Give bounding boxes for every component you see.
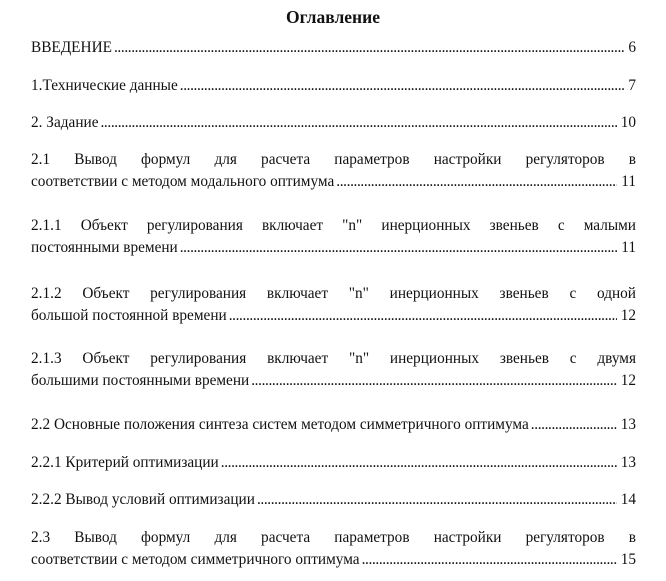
toc-entry[interactable] bbox=[31, 348, 636, 392]
leader-dots bbox=[229, 305, 617, 327]
leader-dots bbox=[531, 414, 617, 436]
toc-page-number: 11 bbox=[621, 173, 636, 190]
toc-entry[interactable] bbox=[31, 37, 636, 59]
toc-page-number: 13 bbox=[620, 416, 636, 433]
leader-dots bbox=[257, 489, 617, 511]
toc-entry[interactable] bbox=[31, 452, 636, 474]
toc-entry-text: большой постоянной времени bbox=[31, 307, 227, 324]
toc-page-number: 10 bbox=[620, 114, 636, 131]
toc-page-number: 14 bbox=[620, 491, 636, 508]
toc-page-number: 13 bbox=[620, 454, 636, 471]
toc-entry[interactable] bbox=[31, 215, 636, 259]
leader-dots bbox=[114, 37, 624, 59]
toc-entry-text: соответствии с методом модального оптимума bbox=[31, 173, 335, 190]
toc-entry-text: соответствии с методом симметричного оптимума bbox=[31, 551, 360, 568]
toc-page-number: 7 bbox=[628, 77, 636, 94]
toc-page-number: 12 bbox=[620, 307, 636, 324]
toc-entry[interactable] bbox=[31, 149, 636, 193]
toc-entry-text: постоянными времени bbox=[31, 239, 178, 256]
toc-entry-first-line: 2.1.3 Объект регулирования включает "n" инерционных звеньев с двумя bbox=[31, 350, 636, 367]
leader-dots bbox=[180, 75, 625, 97]
toc-entry-text: 2.2 Основные положения синтеза систем методом симметричного оптимума bbox=[31, 416, 529, 433]
toc-entry-text: ВВЕДЕНИЕ bbox=[31, 39, 112, 56]
toc-entry-first-line: 2.1 Вывод формул для расчета параметров настройки регуляторов в bbox=[31, 151, 636, 168]
toc-entry-text: большими постоянными времени bbox=[31, 372, 250, 389]
leader-dots bbox=[180, 237, 618, 259]
toc-entry-text: 2.2.1 Критерий оптимизации bbox=[31, 454, 219, 471]
leader-dots bbox=[100, 112, 616, 134]
toc-title: Оглавление bbox=[286, 7, 380, 27]
toc-entry-first-line: 2.1.1 Объект регулирования включает "n" инерционных звеньев с малыми bbox=[31, 217, 636, 234]
toc-entry[interactable] bbox=[31, 489, 636, 511]
toc-entry-text: 1.Технические данные bbox=[31, 77, 178, 94]
toc-entry-text: 2. Задание bbox=[31, 114, 99, 131]
toc-page-number: 6 bbox=[628, 39, 636, 56]
toc-page-number: 15 bbox=[620, 551, 636, 568]
leader-dots bbox=[362, 549, 617, 571]
toc-entry-text: 2.2.2 Вывод условий оптимизации bbox=[31, 491, 255, 508]
toc-entry[interactable] bbox=[31, 283, 636, 327]
leader-dots bbox=[336, 171, 617, 193]
toc-entry[interactable] bbox=[31, 414, 636, 436]
leader-dots bbox=[251, 370, 616, 392]
toc-entry-first-line: 2.1.2 Объект регулирования включает "n" инерционных звеньев с одной bbox=[31, 285, 636, 302]
toc-entry-first-line: 2.3 Вывод формул для расчета параметров настройки регуляторов в bbox=[31, 529, 636, 546]
leader-dots bbox=[221, 452, 617, 474]
toc-entry[interactable] bbox=[31, 75, 636, 97]
toc-entry[interactable] bbox=[31, 112, 636, 134]
toc-page-number: 11 bbox=[621, 239, 636, 256]
toc-entry[interactable] bbox=[31, 527, 636, 571]
toc-page-number: 12 bbox=[620, 372, 636, 389]
